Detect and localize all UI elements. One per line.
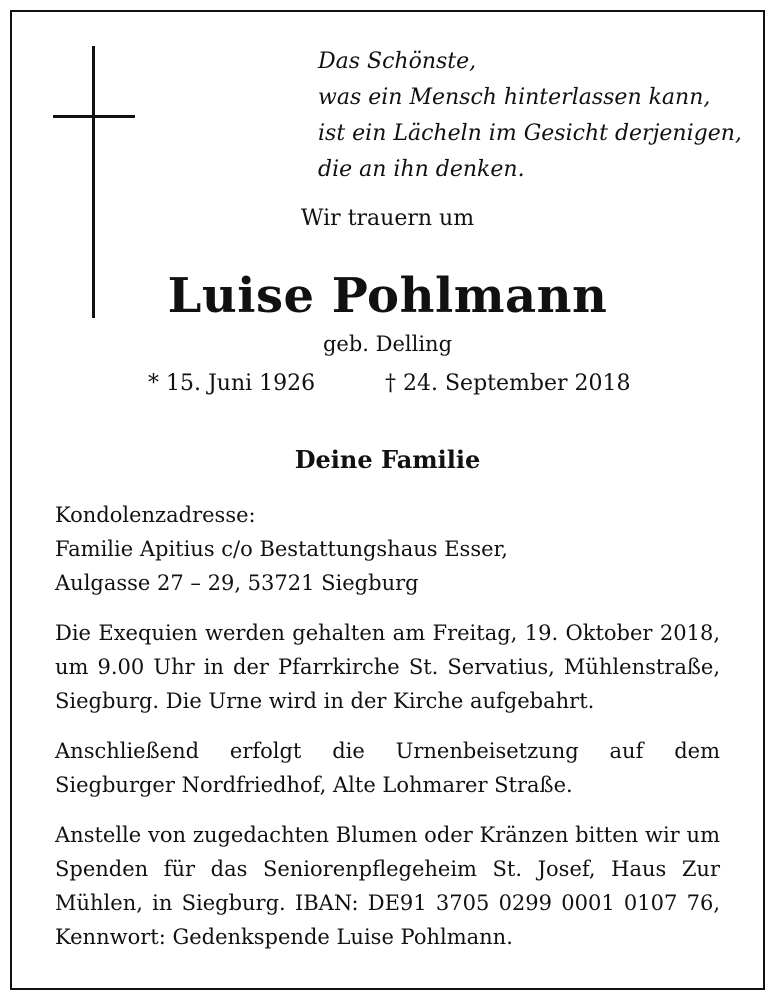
cross-icon-bar (53, 115, 135, 118)
address-line: Kondolenzadresse: (55, 503, 256, 527)
quote-line: was ein Mensch hinterlassen kann, (318, 85, 711, 110)
paragraph-exequien: Die Exequien werden gehalten am Freitag, 19. Oktober 2018, um 9.00 Uhr in der Pfarrkirche St. Servatius, Mühlenstraße, Siegburg. Die Urne wird in der Kirche aufgebahrt. (55, 621, 720, 713)
notice-body (55, 498, 720, 970)
deceased-name: Luise Pohlmann (167, 268, 608, 324)
paragraph-donation: Anstelle von zugedachten Blumen oder Kränzen bitten wir um Spenden für das Seniorenpflegeheim St. Josef, Haus Zur Mühlen, in Siegburg. IBAN: DE91 3705 0299 0001 0107 76, Kennwort: Gedenkspende Luise Pohlmann. (55, 823, 720, 949)
family-signature: Deine Familie (294, 445, 481, 474)
death-date: † 24. September 2018 (385, 371, 631, 396)
intro-text: Wir trauern um (300, 206, 475, 231)
address-line: Familie Apitius c/o Bestattungshaus Esser, (55, 537, 508, 561)
memorial-quote (318, 44, 758, 188)
quote-line: Das Schönste, (318, 49, 477, 74)
condolence-address (55, 498, 720, 600)
paragraph-burial: Anschließend erfolgt die Urnenbeisetzung auf dem Siegburger Nordfriedhof, Alte Lohmarer Straße. (55, 739, 720, 797)
birth-name: geb. Delling (322, 332, 453, 356)
birth-date: * 15. Juni 1926 (148, 371, 316, 396)
quote-line: die an ihn denken. (318, 157, 525, 182)
address-line: Aulgasse 27 – 29, 53721 Siegburg (55, 571, 419, 595)
quote-line: ist ein Lächeln im Gesicht derjenigen, (318, 121, 742, 146)
